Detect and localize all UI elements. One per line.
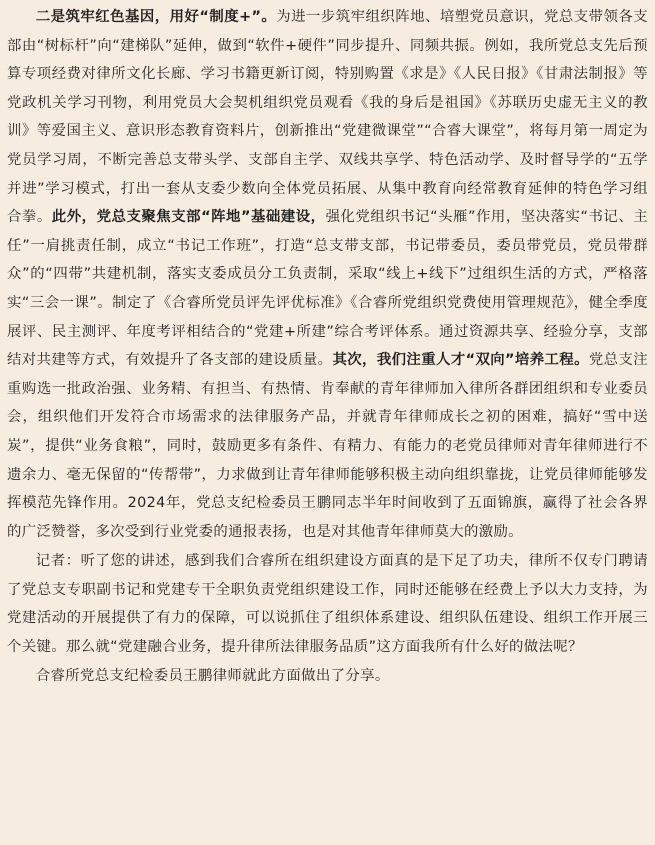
closing-statement: 合睿所党总支纪检委员王鹏律师就此方面做出了分享。 xyxy=(35,667,390,684)
bold-heading-branch-position: 此外，党总支聚焦支部“阵地”基础建设， xyxy=(51,209,326,226)
article-paragraph-2 xyxy=(7,547,648,661)
body-text-study-measures: 为进一步筑牢组织阵地、培塑党员意识，党总支带领各支部由“树标杆”向“建梯队”延伸，做到“软件+硬件”同步提升、同频共振。例如，我所党总支先后预算专项经费对律所文化长廊、学习书籍更新订阅，特别购置《求是》《人民日报》《甘肃法制报》等党政机关学习刊物，利用党员大会契机组织党员观看《我的身后是祖国》《苏联历史虚无主义的教训》等爱国主义、意识形态教育资料片，创新推出“党建微课堂”“合睿大课堂”，将每月第一周定为党员学习周，不断完善总支带头学、支部自主学、双线共享学、特色活动学、及时督导学的“五学并进”学习模式，打出一套从支委少数向全体党员拓展、从集中教育向经常教育延伸的特色学习组合拳。 xyxy=(7,9,648,226)
article-paragraph-3 xyxy=(7,662,648,691)
bold-heading-institutional-plus: 二是筑牢红色基因，用好“制度+”。 xyxy=(35,9,277,25)
body-text-branch-building: 强化党组织书记“头雁”作用，坚决落实“书记、主任”一肩挑责任制，成立“书记工作班”，打造“总支带支部，书记带委员，委员带党员，党员带群众”的“四带”共建机制，落实支委成员分工负责制，采取“线上+线下”过组织生活的方式，严格落实“三会一课”。制定了《合睿所党员评先评优标准》《合睿所党组织党费使用管理规范》，健全季度展评、民主测评、年度考评相结合的“党建+所建”综合考评体系。通过资源共享、经验分享，支部结对共建等方式，有效提升了各支部的建设质量。 xyxy=(7,209,648,369)
reporter-question: 记者：听了您的讲述，感到我们合睿所在组织建设方面真的是下足了功夫，律所不仅专门聘请了党总支专职副书记和党建专干全职负责党组织建设工作，同时还能够在经费上予以大力支持，为党建活动的开展提供了有力的保障，可以说抓住了组织体系建设、组织队伍建设、组织工作开展三个关键。那么就“党建融合业务，提升律所法律服务品质”这方面我所有什么好的做法呢？ xyxy=(7,553,648,656)
body-text-young-lawyers: 党总支注重购选一批政治强、业务精、有担当、有热情、肯奉献的青年律师加入律所各群团组织和专业委员会，组织他们开发符合市场需求的法律服务产品，并就青年律师成长之初的困难，搞好“雪中送炭”，提供“业务食粮”，同时，鼓励更多有条件、有精力、有能力的老党员律师对青年律师进行不遗余力、毫无保留的“传帮带”，力求做到让青年律师能够积极主动向组织靠拢，让党员律师能够发挥模范先锋作用。2024年，党总支纪检委员王鹏同志半年时间收到了五面锦旗，赢得了社会各界的广泛赞誉，多次受到行业党委的通报表扬，也是对其他青年律师莫大的激励。 xyxy=(7,352,649,540)
article-paragraph-1 xyxy=(7,3,648,546)
bold-heading-talent-training: 其次，我们注重人才“双向”培养工程。 xyxy=(332,352,589,369)
